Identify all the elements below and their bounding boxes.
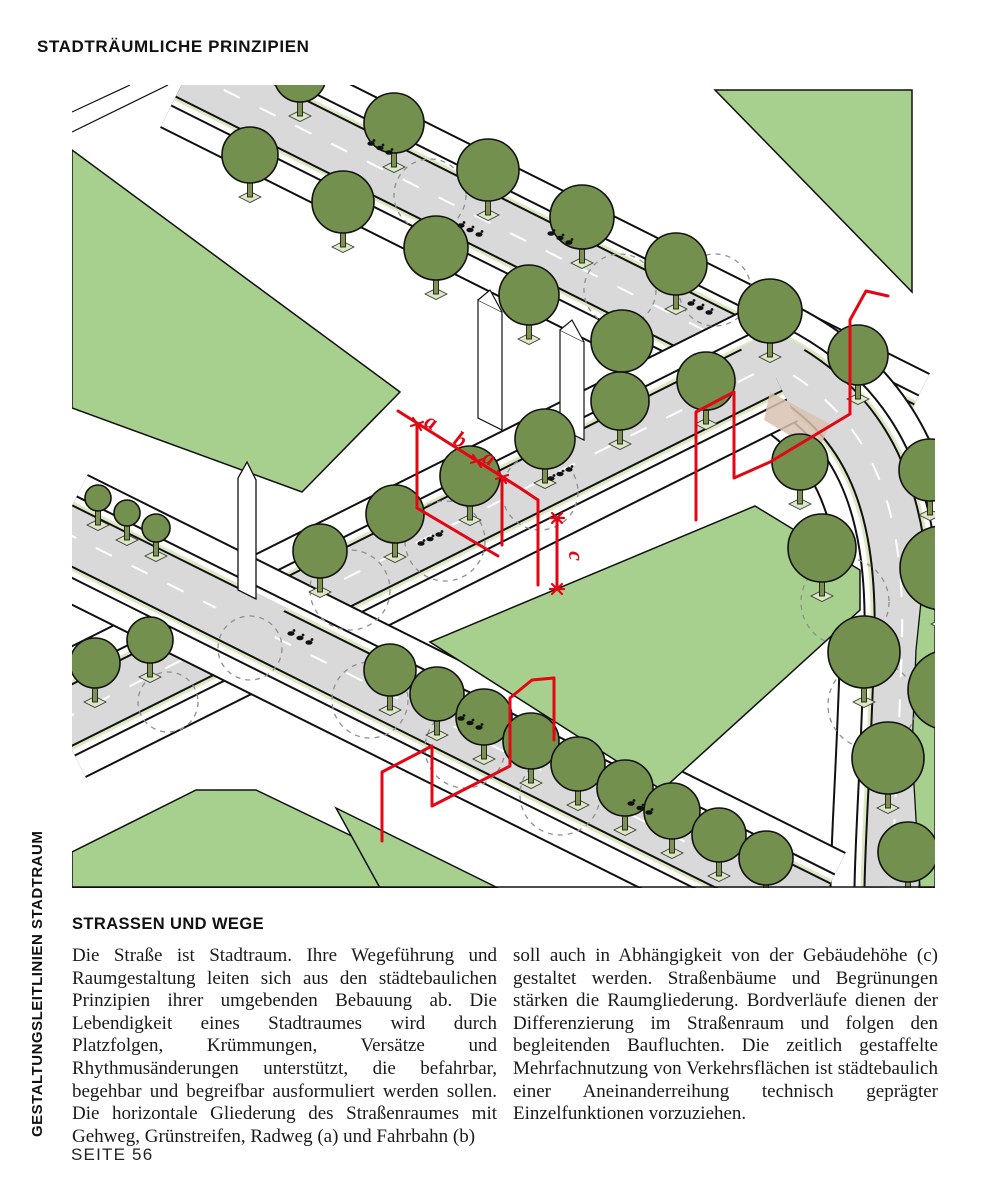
corner-spire-building: [238, 462, 256, 599]
street-axonometric-illustration: [72, 85, 935, 888]
sidebar-vertical-label: GESTALTUNGSLEITLINIEN STADTRAUM: [29, 830, 46, 1137]
body-text: [72, 945, 938, 1148]
dimension-label-c: c: [564, 551, 589, 561]
illustration-canvas: [72, 85, 935, 888]
body-column-right: soll auch in Abhängigkeit von der Gebäudehöhe (c) gestaltet werden. Straßenbäume und Begrünungen stärken die Raumgliederung. Bordverläufe dienen der Differenzierung im Straßenraum und folgen den begleitenden Baufluchten. Die zeitlich gestaffelte Mehrfachnutzung von Verkehrsflächen ist städtebaulich einer Aneinanderreihung technisch geprägter Einzelfunktionen vorzuziehen.: [513, 945, 938, 1125]
page-header: STADTRÄUMLICHE PRINZIPIEN: [37, 37, 310, 57]
page-number: SEITE 56: [71, 1145, 154, 1164]
dimension-label-a-left: a: [420, 407, 443, 435]
section-title: STRASSEN UND WEGE: [72, 914, 264, 933]
dimension-label-a-right: a: [478, 443, 501, 471]
gable-building-left: [478, 300, 502, 430]
body-column-left: Die Straße ist Stadtraum. Ihre Wegeführung und Raumgestaltung leiten sich aus den städtebaulichen Prinzipien ihrer umgebenden Bebauung ab. Die Lebendigkeit eines Stadtraumes wird durch Platzfolgen, Krümmungen, Versätze und Rhythmusänderungen unterstützt, die befahrbar, begehbar und begreifbar ausformuliert werden sollen. Die horizontale Gliederung des Straßenraumes mit Gehweg, Grünstreifen, Radweg (a) und Fahrbahn (b): [72, 945, 497, 1147]
dimension-label-b: b: [449, 425, 472, 453]
